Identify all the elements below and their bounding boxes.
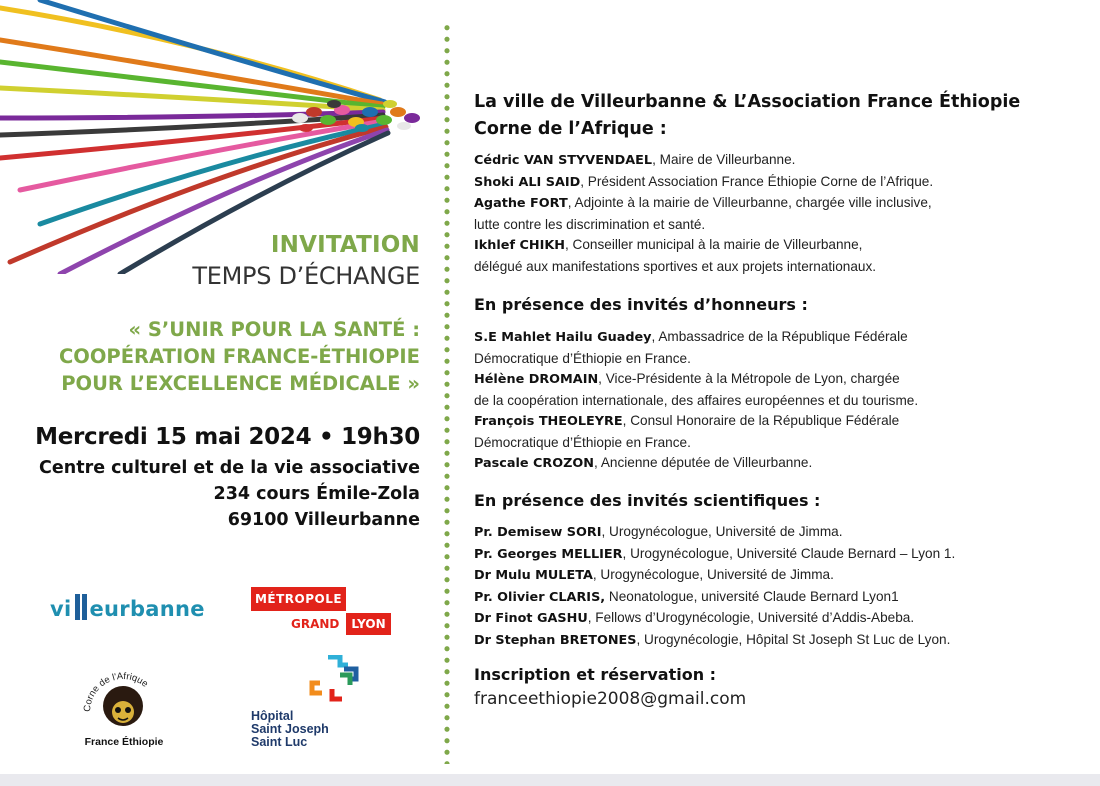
hopital-line: Saint Joseph xyxy=(251,722,329,736)
event-venue xyxy=(39,455,420,533)
scientific-list xyxy=(474,522,1094,651)
venue-line: Centre culturel et de la vie associative xyxy=(39,458,420,478)
list-item: François THEOLEYRE, Consul Honoraire de la République Fédérale Démocratique d’Éthiopie en France. xyxy=(474,413,900,450)
honour-heading: En présence des invités d’honneurs : xyxy=(474,295,808,314)
bottom-strip xyxy=(0,774,1100,786)
france-ethiopie-label: France Éthiopie xyxy=(84,736,164,748)
list-item: Pr. Georges MELLIER, Urogynécologue, Université Claude Bernard – Lyon 1. xyxy=(474,545,956,562)
metropole-lyon-logo xyxy=(251,587,391,637)
dotted-divider xyxy=(444,22,450,764)
villeurbanne-bars-icon xyxy=(74,594,88,620)
list-item: Dr Stephan BRETONES, Urogynécologie, Hôpital St Joseph St Luc de Lyon. xyxy=(474,631,951,648)
list-item: Dr Mulu MULETA, Urogynécologue, Université de Jimma. xyxy=(474,567,834,583)
villeurbanne-logo xyxy=(50,594,215,628)
hopital-logo-text xyxy=(251,710,329,749)
villeurbanne-logo-text-b: eurbanne xyxy=(89,597,205,621)
list-item: Dr Finot GASHU, Fellows d’Urogynécologie, Université d’Addis-Abeba. xyxy=(474,610,915,626)
event-datetime: Mercredi 15 mai 2024 • 19h30 xyxy=(35,424,420,450)
registration-heading: Inscription et réservation : xyxy=(474,665,717,684)
metropole-label: MÉTROPOLE xyxy=(251,587,346,611)
venue-line: 234 cours Émile-Zola xyxy=(213,484,420,504)
invitation-title: INVITATION xyxy=(270,232,420,258)
event-theme xyxy=(59,316,420,397)
hopital-line: Saint Luc xyxy=(251,735,308,749)
theme-line: COOPÉRATION FRANCE-ÉTHIOPIE xyxy=(58,345,420,368)
hopital-logo-mark xyxy=(306,655,366,703)
list-item: Cédric VAN STYVENDAEL, Maire de Villeurbanne. xyxy=(474,152,796,168)
venue-line: 69100 Villeurbanne xyxy=(227,510,420,530)
hosts-heading-line: La ville de Villeurbanne & L’Association France Éthiopie xyxy=(474,92,1021,112)
hopital-line: Hôpital xyxy=(251,709,294,723)
invitation-subtitle: TEMPS D’ÉCHANGE xyxy=(192,262,420,290)
lyon-label: LYON xyxy=(346,613,391,635)
list-item: Ikhlef CHIKH, Conseiller municipal à la mairie de Villeurbanne, délégué aux manifestations sportives et aux projets internationaux. xyxy=(474,237,877,274)
corne-ring-text: Corne de l'Afrique xyxy=(81,670,151,713)
hosts-heading-line: Corne de l’Afrique : xyxy=(474,119,667,139)
list-item: S.E Mahlet Hailu Guadey, Ambassadrice de la République Fédérale Démocratique d’Éthiopie en France. xyxy=(474,329,908,366)
list-item: Pr. Olivier CLARIS, Neonatologue, université Claude Bernard Lyon1 xyxy=(474,588,899,605)
honour-list xyxy=(474,327,1094,475)
hosts-heading xyxy=(474,89,1094,143)
list-item: Pr. Demisew SORI, Urogynécologue, Université de Jimma. xyxy=(474,524,843,540)
list-item: Shoki ALI SAID, Président Association France Éthiopie Corne de l’Afrique. xyxy=(474,173,934,190)
grand-label: GRAND xyxy=(291,617,340,631)
scientific-heading: En présence des invités scientifiques : xyxy=(474,491,821,510)
registration-email-link[interactable]: franceethiopie2008@gmail.com xyxy=(474,689,747,709)
hosts-list xyxy=(474,150,1094,277)
theme-line: « S’UNIR POUR LA SANTÉ : xyxy=(128,318,420,341)
list-item: Pascale CROZON, Ancienne députée de Villeurbanne. xyxy=(474,455,813,471)
theme-line: POUR L’EXCELLENCE MÉDICALE » xyxy=(61,372,420,395)
villeurbanne-logo-text-a: vi xyxy=(50,597,72,621)
list-item: Agathe FORT, Adjointe à la mairie de Villeurbanne, chargée ville inclusive, lutte contre les discrimination et santé. xyxy=(474,195,932,232)
list-item: Hélène DROMAIN, Vice-Présidente à la Métropole de Lyon, chargée de la coopération internationale, des affaires européennes et du tourisme. xyxy=(474,371,919,408)
